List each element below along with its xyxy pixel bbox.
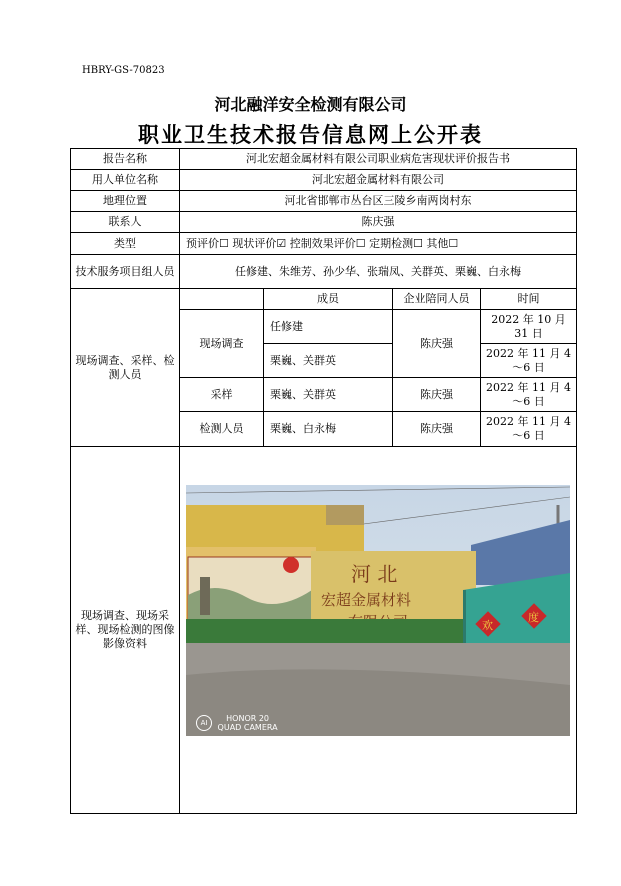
sampling-member: 栗巍、关群英 bbox=[264, 378, 393, 412]
testing-time: 2022 年 11 月 4～6 日 bbox=[481, 412, 577, 447]
row-team bbox=[71, 255, 577, 289]
sampling-time: 2022 年 11 月 4～6 日 bbox=[481, 378, 577, 412]
couplet-char-1: 欢 bbox=[482, 619, 493, 632]
site-member-1: 任修建 bbox=[264, 310, 393, 344]
label-report-name: 报告名称 bbox=[71, 149, 180, 170]
site-accompany: 陈庆强 bbox=[393, 310, 481, 378]
site-time-1: 2022 年 10 月 31 日 bbox=[481, 310, 577, 344]
label-employer: 用人单位名称 bbox=[71, 170, 180, 191]
value-employer: 河北宏超金属材料有限公司 bbox=[180, 170, 577, 191]
testing-member: 栗巍、白永梅 bbox=[264, 412, 393, 447]
testing-accompany: 陈庆强 bbox=[393, 412, 481, 447]
camera-watermark bbox=[196, 714, 278, 732]
label-images: 现场调查、现场采样、现场检测的图像影像资料 bbox=[71, 447, 180, 814]
row-report-name bbox=[71, 149, 577, 170]
ai-logo-icon: AI bbox=[196, 715, 212, 731]
survey-header-row bbox=[71, 289, 577, 310]
row-employer bbox=[71, 170, 577, 191]
value-location: 河北省邯郸市丛台区三陵乡南两岗村东 bbox=[180, 191, 577, 212]
site-time-2: 2022 年 11 月 4～6 日 bbox=[481, 344, 577, 378]
sign-line-1: 河 北 bbox=[351, 562, 398, 586]
row-type bbox=[71, 233, 577, 255]
label-type: 类型 bbox=[71, 233, 180, 255]
value-type: 预评价☐ 现状评价☑ 控制效果评价☐ 定期检测☐ 其他☐ bbox=[180, 233, 577, 255]
header-blank bbox=[180, 289, 264, 310]
label-survey: 现场调查、采样、检测人员 bbox=[71, 289, 180, 447]
row-contact bbox=[71, 212, 577, 233]
couplet-char-2: 度 bbox=[528, 611, 539, 624]
watermark-brand: HONOR 20 bbox=[226, 714, 270, 723]
sampling-accompany: 陈庆强 bbox=[393, 378, 481, 412]
document-code: HBRY-GS-70823 bbox=[82, 65, 165, 76]
value-team: 任修建、朱维芳、孙少华、张瑞凤、关群英、栗巍、白永梅 bbox=[180, 255, 577, 289]
site-photo bbox=[186, 485, 570, 736]
header-time: 时间 bbox=[481, 289, 577, 310]
company-name: 河北融洋安全检测有限公司 bbox=[214, 95, 407, 114]
label-sampling: 采样 bbox=[180, 378, 264, 412]
row-images bbox=[71, 447, 577, 814]
header-accompany: 企业陪同人员 bbox=[393, 289, 481, 310]
site-member-2: 栗巍、关群英 bbox=[264, 344, 393, 378]
sign-line-2: 宏超金属材料 bbox=[321, 591, 412, 609]
row-location bbox=[71, 191, 577, 212]
label-team: 技术服务项目组人员 bbox=[71, 255, 180, 289]
label-site-survey: 现场调查 bbox=[180, 310, 264, 378]
watermark-camera: QUAD CAMERA bbox=[217, 723, 278, 732]
page-title: 职业卫生技术报告信息网上公开表 bbox=[138, 122, 483, 147]
disclosure-table bbox=[70, 148, 577, 814]
site-photo-scene bbox=[186, 485, 570, 736]
label-testing: 检测人员 bbox=[180, 412, 264, 447]
header-member: 成员 bbox=[264, 289, 393, 310]
value-contact: 陈庆强 bbox=[180, 212, 577, 233]
label-location: 地理位置 bbox=[71, 191, 180, 212]
label-contact: 联系人 bbox=[71, 212, 180, 233]
image-cell bbox=[180, 447, 577, 814]
value-report-name: 河北宏超金属材料有限公司职业病危害现状评价报告书 bbox=[180, 149, 577, 170]
